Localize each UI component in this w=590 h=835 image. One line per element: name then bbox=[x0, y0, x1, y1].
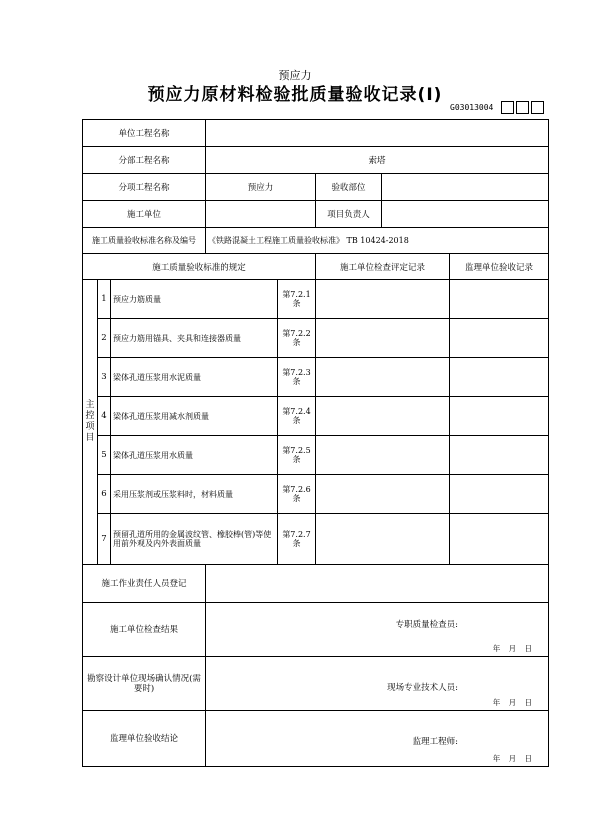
unit-project-label: 单位工程名称 bbox=[83, 120, 206, 147]
item-contractor-record[interactable] bbox=[316, 514, 450, 565]
design-date: 年 月 日 bbox=[492, 698, 532, 707]
item-contractor-record[interactable] bbox=[316, 397, 450, 436]
item-no: 4 bbox=[98, 397, 111, 436]
form-code: G03013004 bbox=[450, 103, 494, 112]
division-label: 分部工程名称 bbox=[83, 147, 206, 174]
item-supervisor-record[interactable] bbox=[450, 514, 549, 565]
item-supervisor-record[interactable] bbox=[450, 475, 549, 514]
item-text: 采用压浆剂或压浆料时，材料质量 bbox=[111, 475, 278, 514]
supervisor-date: 年 月 日 bbox=[492, 754, 532, 763]
item-supervisor-record[interactable] bbox=[450, 397, 549, 436]
item-contractor-record[interactable] bbox=[316, 319, 450, 358]
item-supervisor-record[interactable] bbox=[450, 319, 549, 358]
item-no: 2 bbox=[98, 319, 111, 358]
contractor-result-field[interactable] bbox=[206, 603, 549, 657]
item-no: 1 bbox=[98, 280, 111, 319]
acceptance-record-table bbox=[82, 119, 549, 767]
column-spec: 施工质量验收标准的规定 bbox=[83, 254, 316, 280]
serial-box-3[interactable] bbox=[531, 101, 544, 114]
item-no: 7 bbox=[98, 514, 111, 565]
item-text: 梁体孔道压浆用水泥质量 bbox=[111, 358, 278, 397]
item-clause: 第7.2.2条 bbox=[278, 319, 316, 358]
subdivision-field[interactable]: 预应力 bbox=[206, 174, 316, 201]
contractor-field[interactable] bbox=[206, 201, 316, 228]
page-title: 预应力原材料检验批质量验收记录(Ⅰ) bbox=[147, 85, 443, 105]
item-text: 梁体孔道压浆用减水剂质量 bbox=[111, 397, 278, 436]
item-supervisor-record[interactable] bbox=[450, 280, 549, 319]
item-no: 6 bbox=[98, 475, 111, 514]
contractor-label: 施工单位 bbox=[83, 201, 206, 228]
item-supervisor-record[interactable] bbox=[450, 436, 549, 475]
project-manager-field[interactable] bbox=[382, 201, 549, 228]
acceptance-part-field[interactable] bbox=[382, 174, 549, 201]
main-items-label bbox=[83, 280, 98, 565]
column-supervisor-check: 监理单位验收记录 bbox=[450, 254, 549, 280]
project-manager-label: 项目负责人 bbox=[316, 201, 382, 228]
supervisor-conclusion-field[interactable] bbox=[206, 711, 549, 767]
contractor-result-label: 施工单位检查结果 bbox=[83, 603, 206, 657]
design-unit-field[interactable] bbox=[206, 657, 549, 711]
item-contractor-record[interactable] bbox=[316, 475, 450, 514]
unit-project-field[interactable] bbox=[206, 120, 549, 147]
item-no: 5 bbox=[98, 436, 111, 475]
subdivision-label: 分项工程名称 bbox=[83, 174, 206, 201]
item-text: 预应力筋用锚具、夹具和连接器质量 bbox=[111, 319, 278, 358]
item-contractor-record[interactable] bbox=[316, 358, 450, 397]
design-signer-label: 现场专业技术人员: bbox=[387, 683, 458, 693]
standard-field[interactable]: 《铁路混凝土工程施工质量验收标准》 TB 10424-2018 bbox=[206, 228, 549, 254]
item-contractor-record[interactable] bbox=[316, 280, 450, 319]
supervisor-conclusion-label: 监理单位验收结论 bbox=[83, 711, 206, 767]
column-contractor-check: 施工单位检查评定记录 bbox=[316, 254, 450, 280]
item-clause: 第7.2.7条 bbox=[278, 514, 316, 565]
item-clause: 第7.2.1条 bbox=[278, 280, 316, 319]
item-text: 预应力筋质量 bbox=[111, 280, 278, 319]
item-contractor-record[interactable] bbox=[316, 436, 450, 475]
division-field[interactable]: 索塔 bbox=[206, 147, 549, 174]
item-supervisor-record[interactable] bbox=[450, 358, 549, 397]
worker-registration-label: 施工作业责任人员登记 bbox=[83, 565, 206, 603]
item-text: 预留孔道所用的金属波纹管、橡胶棒(管)等使用前外观及内外表面质量 bbox=[111, 514, 278, 565]
form-category: 预应力 bbox=[278, 69, 312, 82]
standard-label: 施工质量验收标准名称及编号 bbox=[83, 228, 206, 254]
item-clause: 第7.2.3条 bbox=[278, 358, 316, 397]
serial-box-1[interactable] bbox=[501, 101, 514, 114]
acceptance-part-label: 验收部位 bbox=[316, 174, 382, 201]
contractor-signer-label: 专职质量检查员: bbox=[395, 620, 458, 630]
item-clause: 第7.2.4条 bbox=[278, 397, 316, 436]
item-text: 梁体孔道压浆用水质量 bbox=[111, 436, 278, 475]
main-items-text: 主控项目 bbox=[85, 400, 95, 443]
supervisor-signer-label: 监理工程师: bbox=[412, 737, 458, 747]
item-clause: 第7.2.5条 bbox=[278, 436, 316, 475]
item-no: 3 bbox=[98, 358, 111, 397]
serial-box-2[interactable] bbox=[516, 101, 529, 114]
design-unit-label: 勘察设计单位现场确认情况(需要时) bbox=[83, 657, 206, 711]
contractor-date: 年 月 日 bbox=[492, 644, 532, 653]
worker-registration-field[interactable] bbox=[206, 565, 549, 603]
item-clause: 第7.2.6条 bbox=[278, 475, 316, 514]
